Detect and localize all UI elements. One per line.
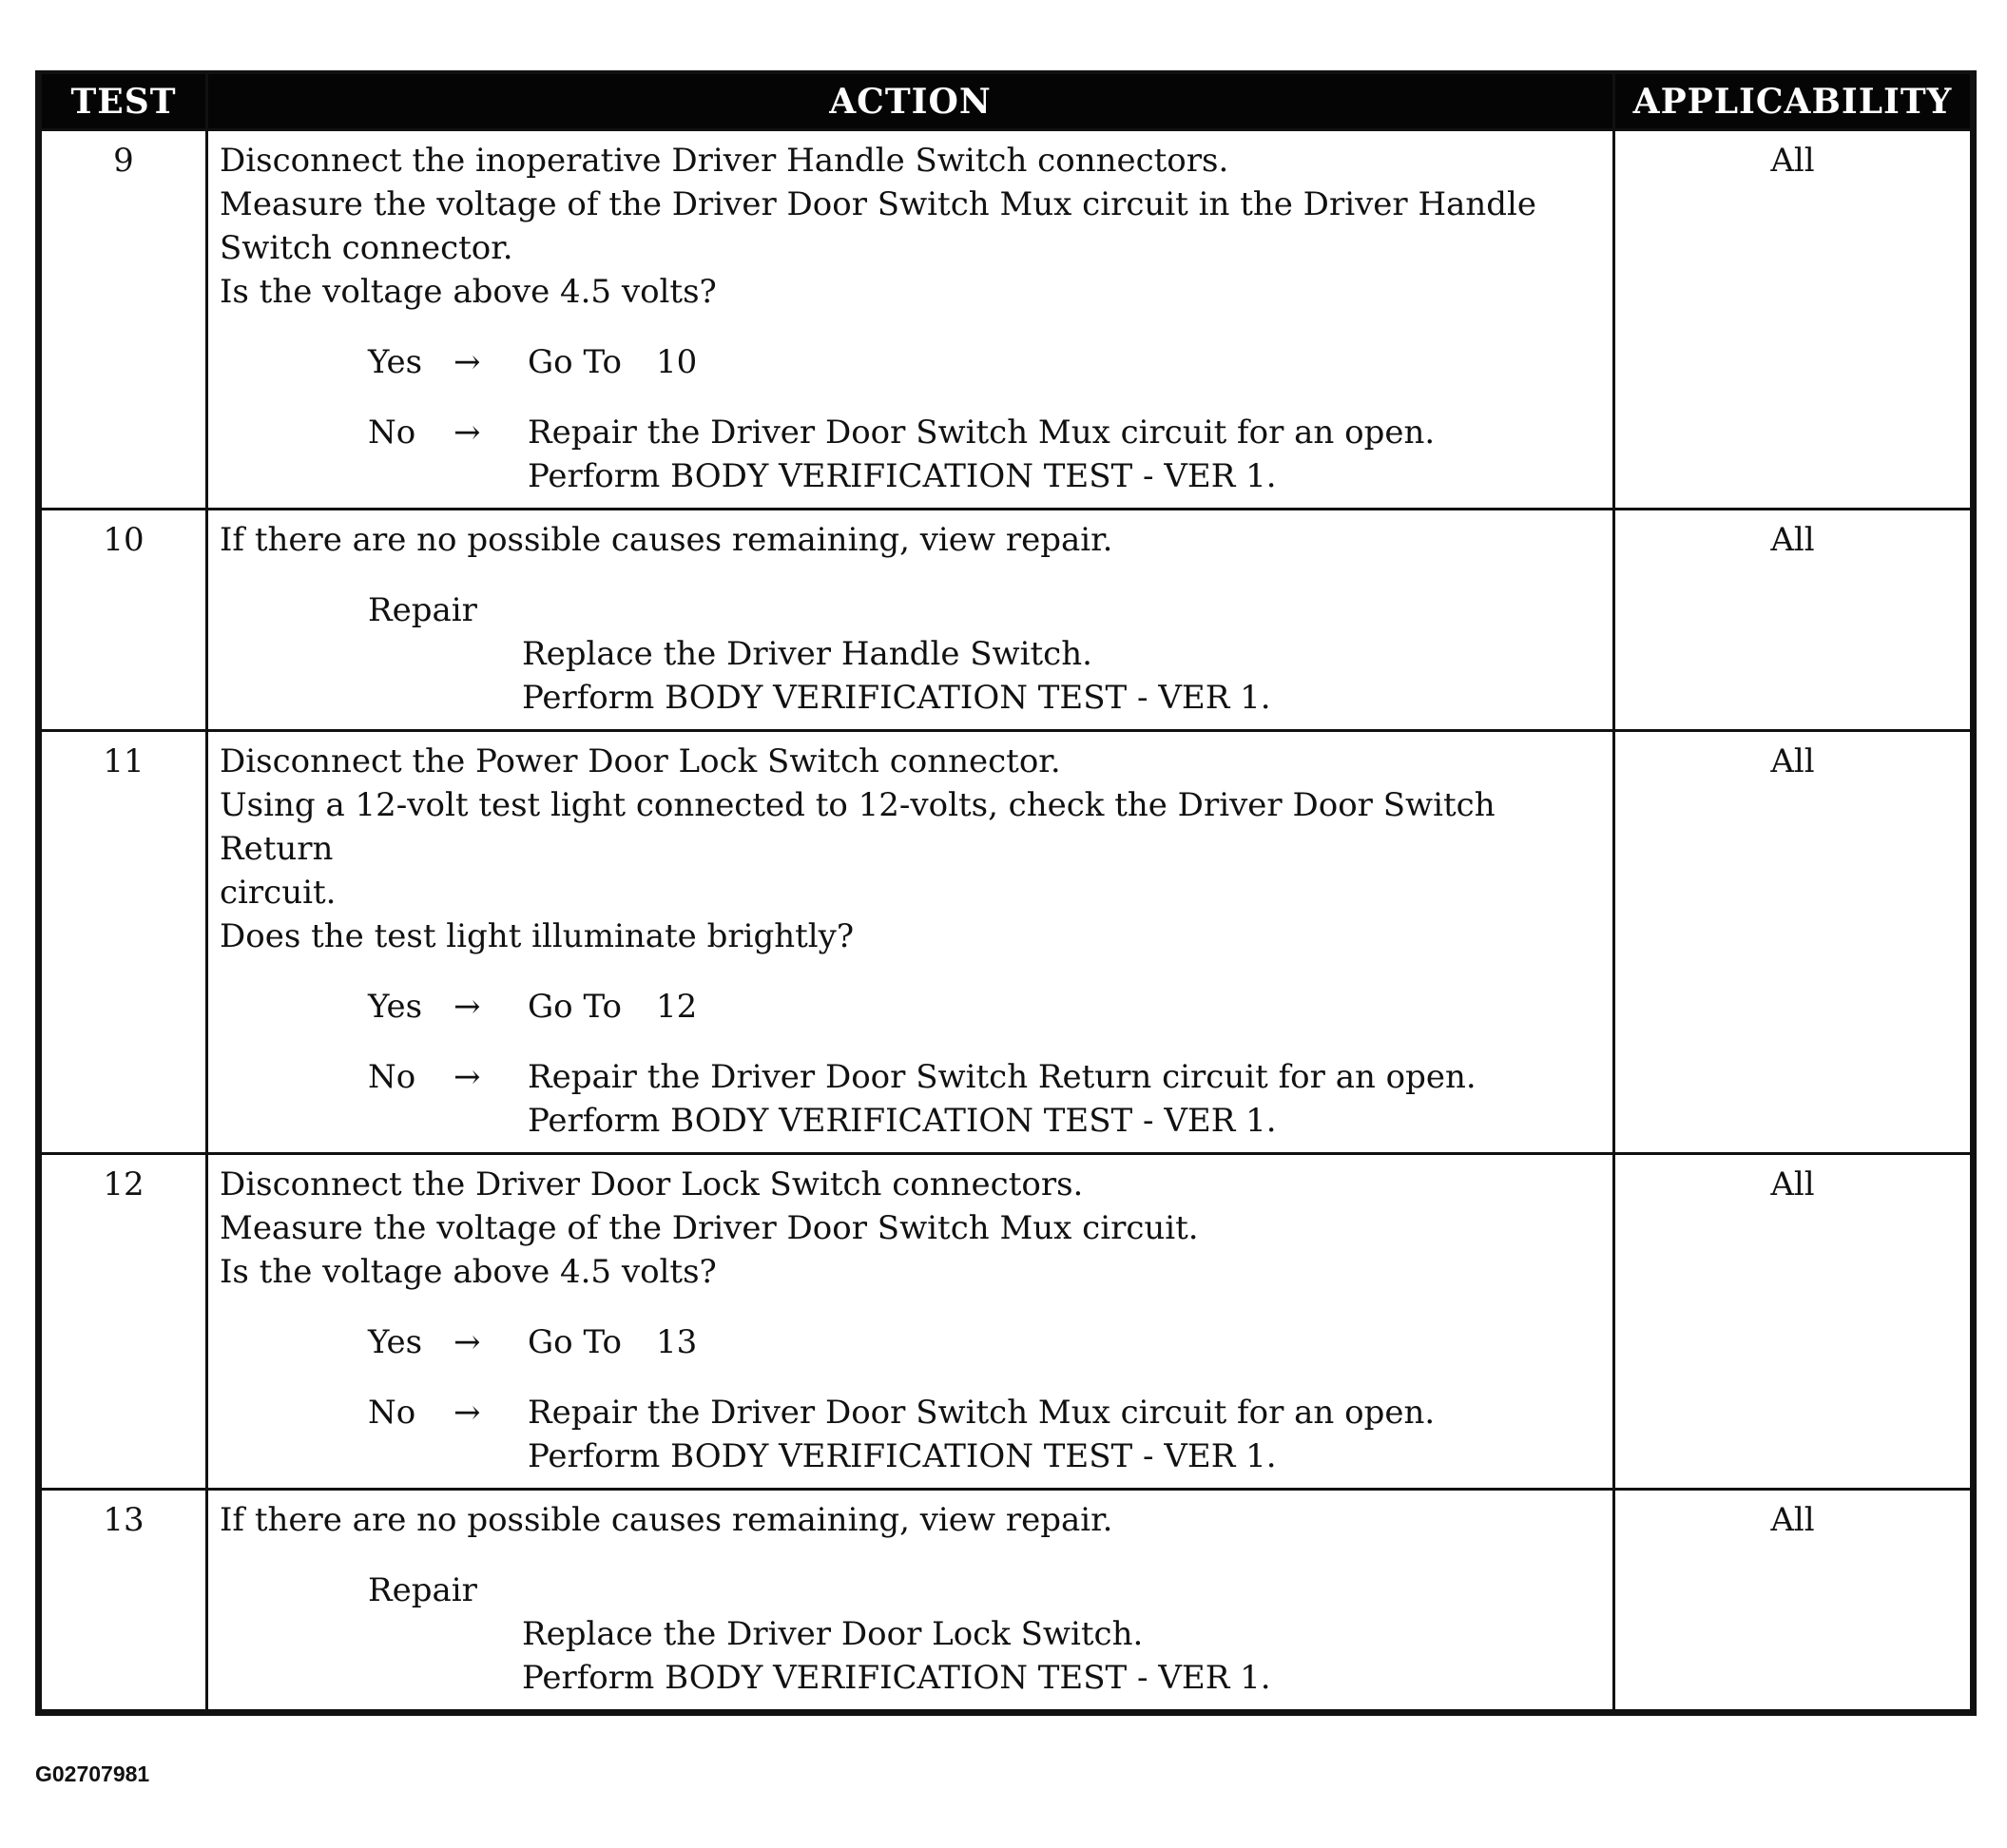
no-instructions xyxy=(528,411,1601,498)
yes-label: Yes xyxy=(368,343,423,381)
action-line: If there are no possible causes remaining, view repair. xyxy=(220,521,1113,559)
action-cell xyxy=(207,1154,1614,1490)
action-line: Switch connector. xyxy=(220,229,513,267)
no-label: No xyxy=(368,1058,416,1096)
no-instruction-line: Perform BODY VERIFICATION TEST - VER 1. xyxy=(528,1437,1277,1475)
action-line: Using a 12-volt test light connected to 12-volts, check the Driver Door Switch Return xyxy=(220,786,1506,868)
action-line: If there are no possible causes remaining, view repair. xyxy=(220,1501,1113,1539)
action-line: Disconnect the Driver Door Lock Switch connectors. xyxy=(220,1165,1084,1203)
no-branch xyxy=(368,411,1601,498)
table-row xyxy=(41,1154,1972,1490)
table-row xyxy=(41,1490,1972,1711)
goto-label: Go To xyxy=(528,343,622,381)
goto-label: Go To xyxy=(528,988,622,1026)
action-line: Disconnect the inoperative Driver Handle Switch connectors. xyxy=(220,142,1229,180)
no-label: No xyxy=(368,1394,416,1432)
table-header xyxy=(41,74,1972,130)
arrow-right-icon: → xyxy=(454,1323,481,1361)
no-instruction-line: Repair the Driver Door Switch Mux circuit for an open. xyxy=(528,1394,1436,1432)
no-branch xyxy=(368,1391,1601,1478)
repair-instruction-line: Perform BODY VERIFICATION TEST - VER 1. xyxy=(522,679,1271,717)
goto-label: Go To xyxy=(528,1323,622,1361)
test-number: 11 xyxy=(41,731,207,1154)
header-test: TEST xyxy=(41,74,207,130)
no-instruction-line: Repair the Driver Door Switch Return circuit for an open. xyxy=(528,1058,1476,1096)
no-instructions xyxy=(528,1055,1601,1143)
action-line: circuit. xyxy=(220,874,337,912)
repair-instructions xyxy=(522,632,1601,720)
repair-block xyxy=(368,1569,1601,1700)
diagnostic-test-table-frame xyxy=(35,70,1977,1716)
repair-label: Repair xyxy=(368,1571,477,1609)
table-row xyxy=(41,130,1972,510)
yes-label: Yes xyxy=(368,1323,423,1361)
figure-id-label: G02707981 xyxy=(35,1761,150,1786)
arrow-right-icon: → xyxy=(454,1394,481,1432)
no-instruction-line: Repair the Driver Door Switch Mux circuit for an open. xyxy=(528,414,1436,452)
action-line: Disconnect the Power Door Lock Switch connector. xyxy=(220,742,1061,780)
action-cell xyxy=(207,130,1614,510)
header-action: ACTION xyxy=(207,74,1614,130)
no-branch xyxy=(368,1055,1601,1143)
applicability-value: All xyxy=(1614,1490,1972,1711)
no-label: No xyxy=(368,414,416,452)
test-number: 9 xyxy=(41,130,207,510)
repair-instruction-line: Replace the Driver Handle Switch. xyxy=(522,635,1092,673)
table-row xyxy=(41,731,1972,1154)
no-instructions xyxy=(528,1391,1601,1478)
applicability-value: All xyxy=(1614,1154,1972,1490)
header-row xyxy=(41,74,1972,130)
no-instruction-line: Perform BODY VERIFICATION TEST - VER 1. xyxy=(528,457,1277,495)
yes-branch xyxy=(368,985,1601,1029)
yes-label: Yes xyxy=(368,988,423,1026)
action-cell xyxy=(207,510,1614,731)
test-number: 12 xyxy=(41,1154,207,1490)
arrow-right-icon: → xyxy=(454,988,481,1026)
arrow-right-icon: → xyxy=(454,1058,481,1096)
yes-goto xyxy=(528,1320,1601,1364)
repair-instructions xyxy=(522,1612,1601,1700)
applicability-value: All xyxy=(1614,510,1972,731)
action-line: Is the voltage above 4.5 volts? xyxy=(220,1253,717,1291)
action-cell xyxy=(207,1490,1614,1711)
repair-label: Repair xyxy=(368,591,477,629)
action-cell xyxy=(207,731,1614,1154)
repair-instruction-line: Replace the Driver Door Lock Switch. xyxy=(522,1615,1144,1653)
arrow-right-icon: → xyxy=(454,414,481,452)
table-body xyxy=(41,130,1972,1711)
goto-target: 13 xyxy=(655,1323,698,1361)
repair-block xyxy=(368,588,1601,720)
no-instruction-line: Perform BODY VERIFICATION TEST - VER 1. xyxy=(528,1102,1277,1140)
diagnostic-test-table xyxy=(39,74,1973,1712)
arrow-right-icon: → xyxy=(454,343,481,381)
applicability-value: All xyxy=(1614,130,1972,510)
goto-target: 10 xyxy=(655,343,698,381)
repair-instruction-line: Perform BODY VERIFICATION TEST - VER 1. xyxy=(522,1659,1271,1697)
header-applicability: APPLICABILITY xyxy=(1614,74,1972,130)
action-line: Measure the voltage of the Driver Door Switch Mux circuit in the Driver Handle xyxy=(220,185,1537,223)
yes-branch xyxy=(368,340,1601,384)
action-line: Does the test light illuminate brightly? xyxy=(220,917,855,955)
yes-branch xyxy=(368,1320,1601,1364)
yes-goto xyxy=(528,985,1601,1029)
action-line: Is the voltage above 4.5 volts? xyxy=(220,273,717,311)
yes-goto xyxy=(528,340,1601,384)
goto-target: 12 xyxy=(655,988,698,1026)
applicability-value: All xyxy=(1614,731,1972,1154)
test-number: 13 xyxy=(41,1490,207,1711)
action-line: Measure the voltage of the Driver Door Switch Mux circuit. xyxy=(220,1209,1199,1247)
test-number: 10 xyxy=(41,510,207,731)
table-row xyxy=(41,510,1972,731)
